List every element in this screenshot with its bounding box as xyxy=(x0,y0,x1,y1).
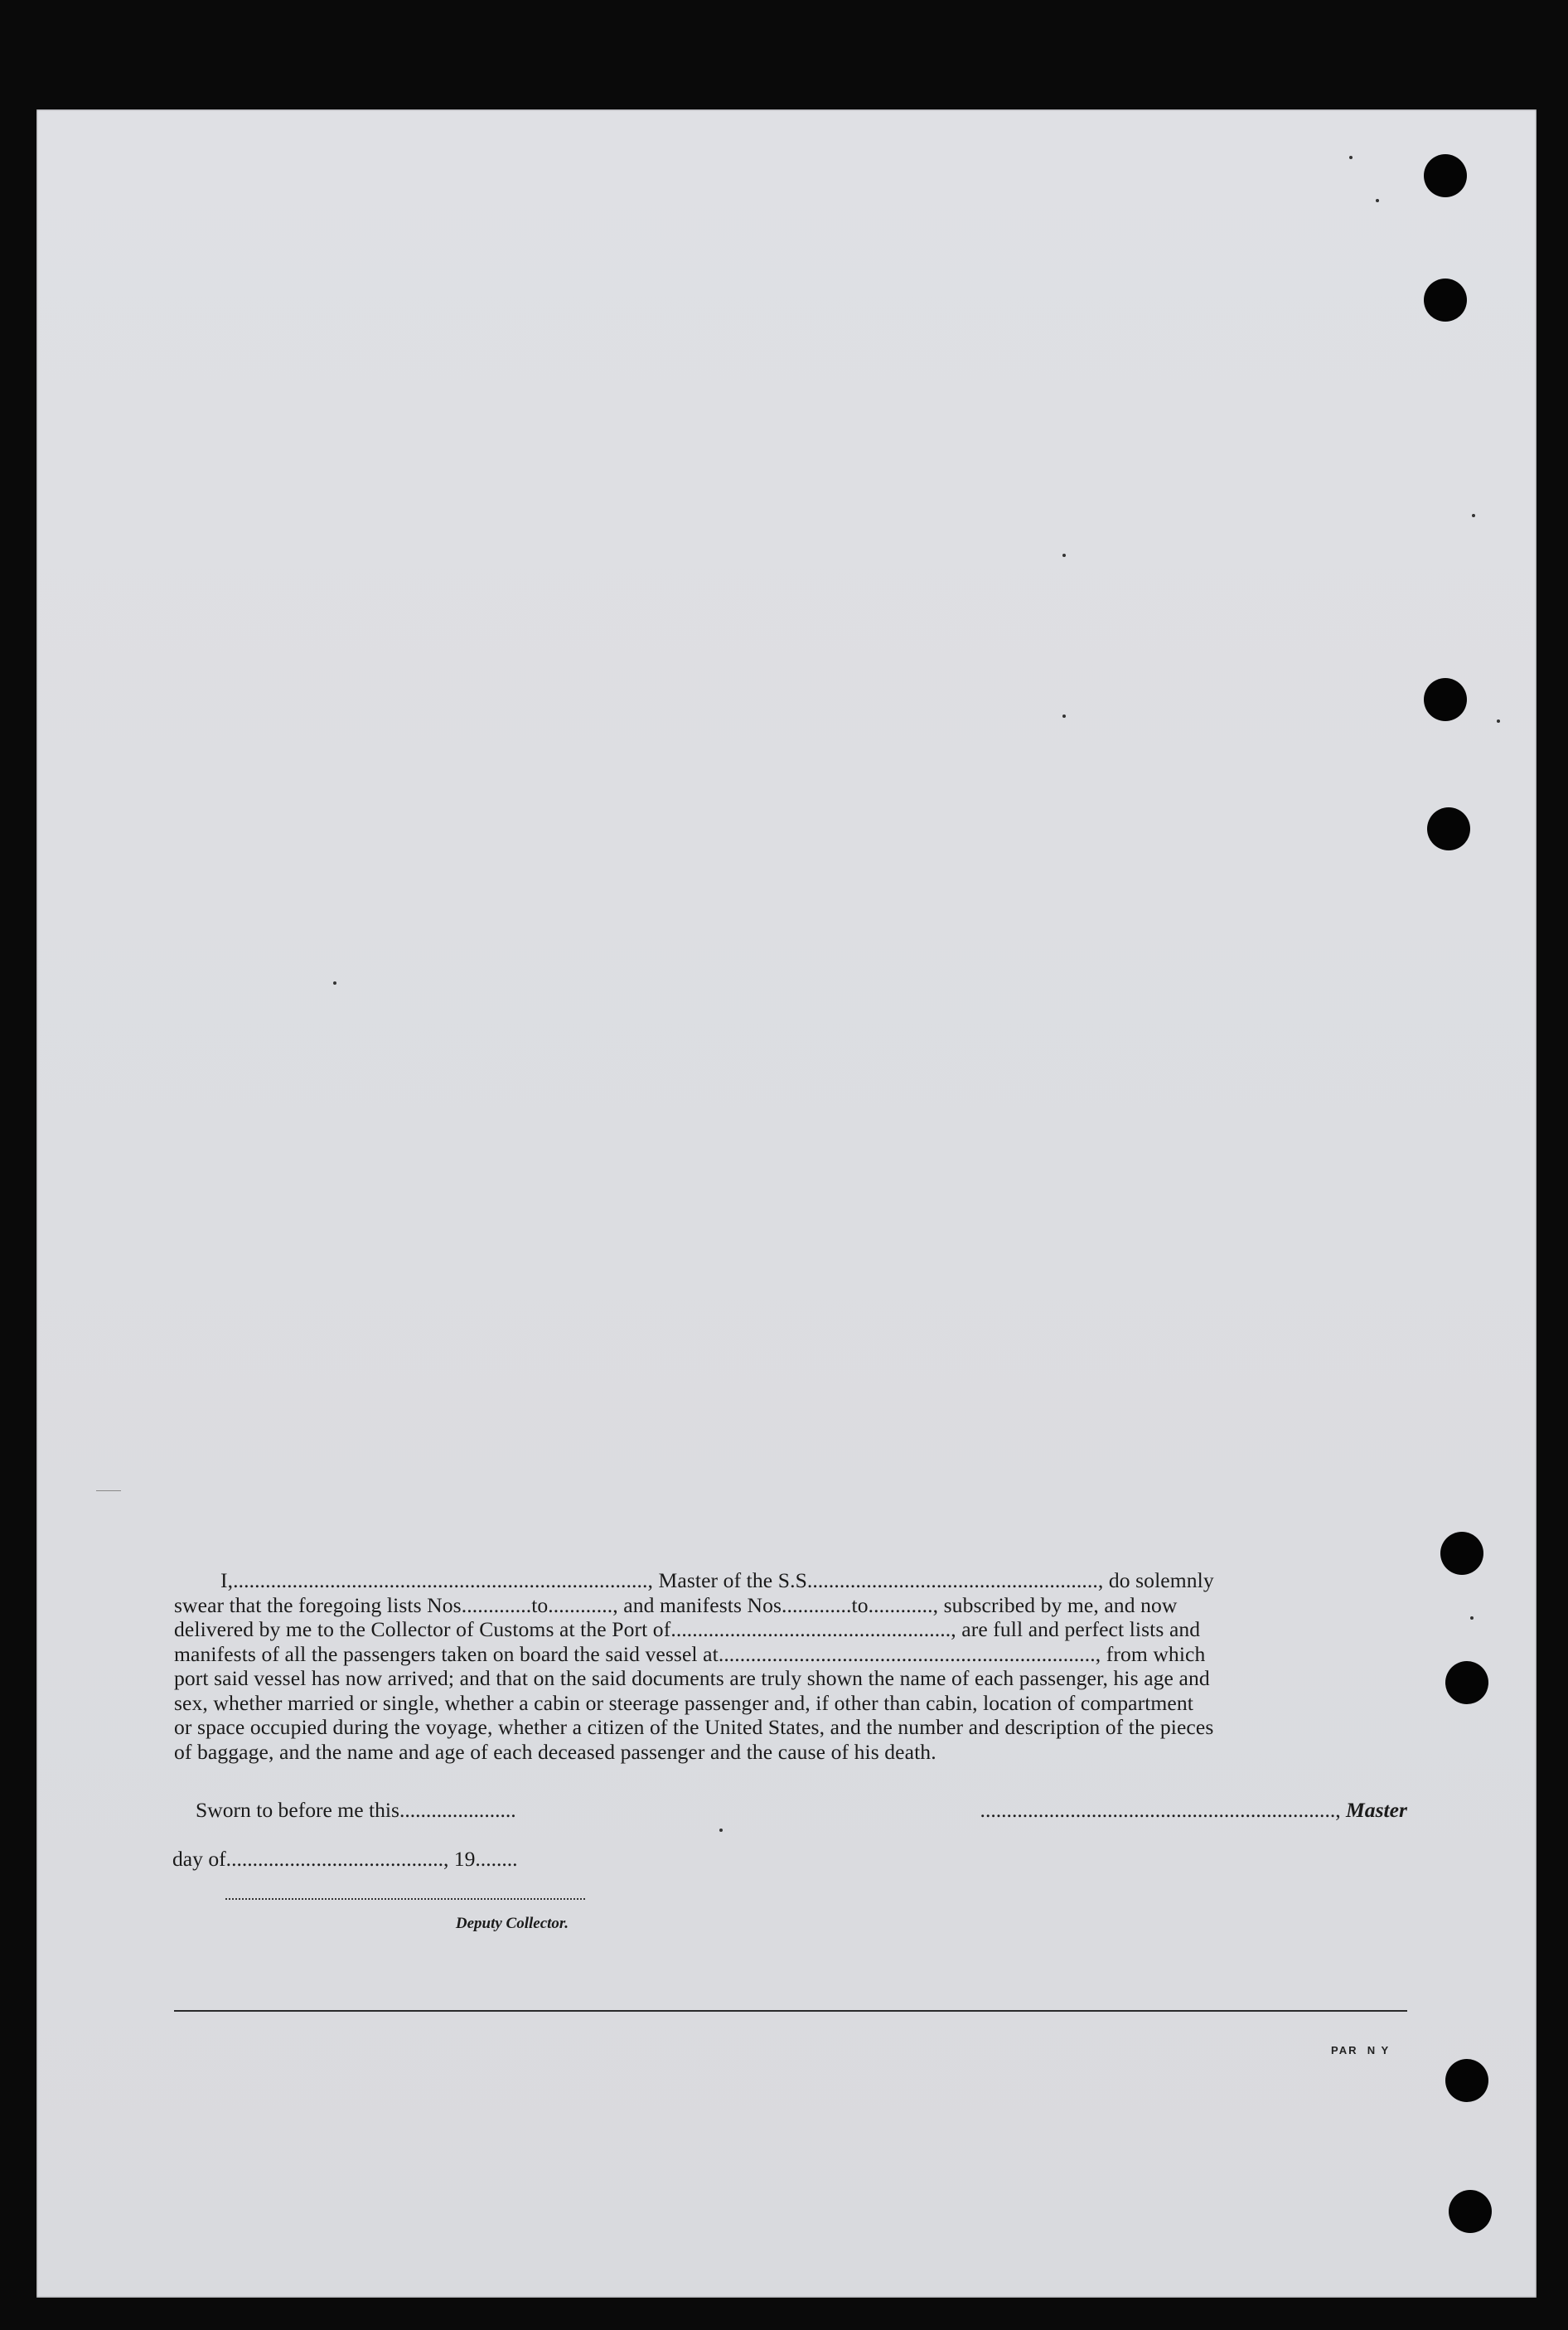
master-oath-paragraph xyxy=(174,1568,1407,1764)
day-of-line: day of........................................., 19........ xyxy=(172,1847,518,1871)
oath-line: manifests of all the passengers taken on board the said vessel at......................................................................, from which xyxy=(174,1641,1206,1666)
speck xyxy=(1472,514,1475,517)
manifest-page xyxy=(36,109,1537,2298)
punch-hole xyxy=(1424,678,1467,721)
speck xyxy=(1062,715,1066,718)
punch-hole xyxy=(1445,2059,1488,2102)
scan-mark xyxy=(96,1490,121,1491)
oath-line: sex, whether married or single, whether a cabin or steerage passenger and, if other than cabin, location of compartment xyxy=(174,1690,1193,1715)
punch-hole xyxy=(1427,807,1470,850)
punch-hole xyxy=(1424,154,1467,197)
speck xyxy=(1376,199,1379,202)
master-label: Master xyxy=(1346,1798,1407,1822)
master-signature-line xyxy=(905,1798,1407,1823)
sworn-before-line: Sworn to before me this...................... xyxy=(196,1798,516,1822)
speck xyxy=(1497,719,1500,723)
deputy-collector-label: Deputy Collector. xyxy=(455,1915,569,1932)
horizontal-rule xyxy=(174,2010,1407,2012)
punch-hole xyxy=(1440,1532,1483,1575)
speck xyxy=(1349,156,1353,159)
oath-line: port said vessel has now arrived; and that on the said documents are truly shown the name of each passenger, his age and xyxy=(174,1666,1210,1690)
punch-hole xyxy=(1424,279,1467,322)
speck xyxy=(333,981,336,985)
speck xyxy=(1470,1616,1474,1620)
oath-line: or space occupied during the voyage, whether a citizen of the United States, and the number and description of the pieces xyxy=(174,1715,1214,1739)
speck xyxy=(719,1829,723,1832)
printer-mark: PAR N Y xyxy=(1331,2044,1391,2056)
punch-hole xyxy=(1445,1661,1488,1704)
punch-hole xyxy=(1449,2190,1492,2233)
speck xyxy=(1062,554,1066,557)
oath-line: swear that the foregoing lists Nos.............to............, and manifests Nos.............to............, subscribed by me, and now xyxy=(174,1592,1178,1617)
master-signature-dots: ..................................................................., xyxy=(980,1798,1341,1822)
oath-line: I,............................................................................., Master of the S.S......................................................, do solemnly xyxy=(220,1568,1214,1592)
oath-line: delivered by me to the Collector of Customs at the Port of...................................................., are full and perfect lists and xyxy=(174,1617,1201,1641)
deputy-signature-line xyxy=(225,1898,585,1900)
oath-line: of baggage, and the name and age of each deceased passenger and the cause of his death. xyxy=(174,1739,936,1764)
